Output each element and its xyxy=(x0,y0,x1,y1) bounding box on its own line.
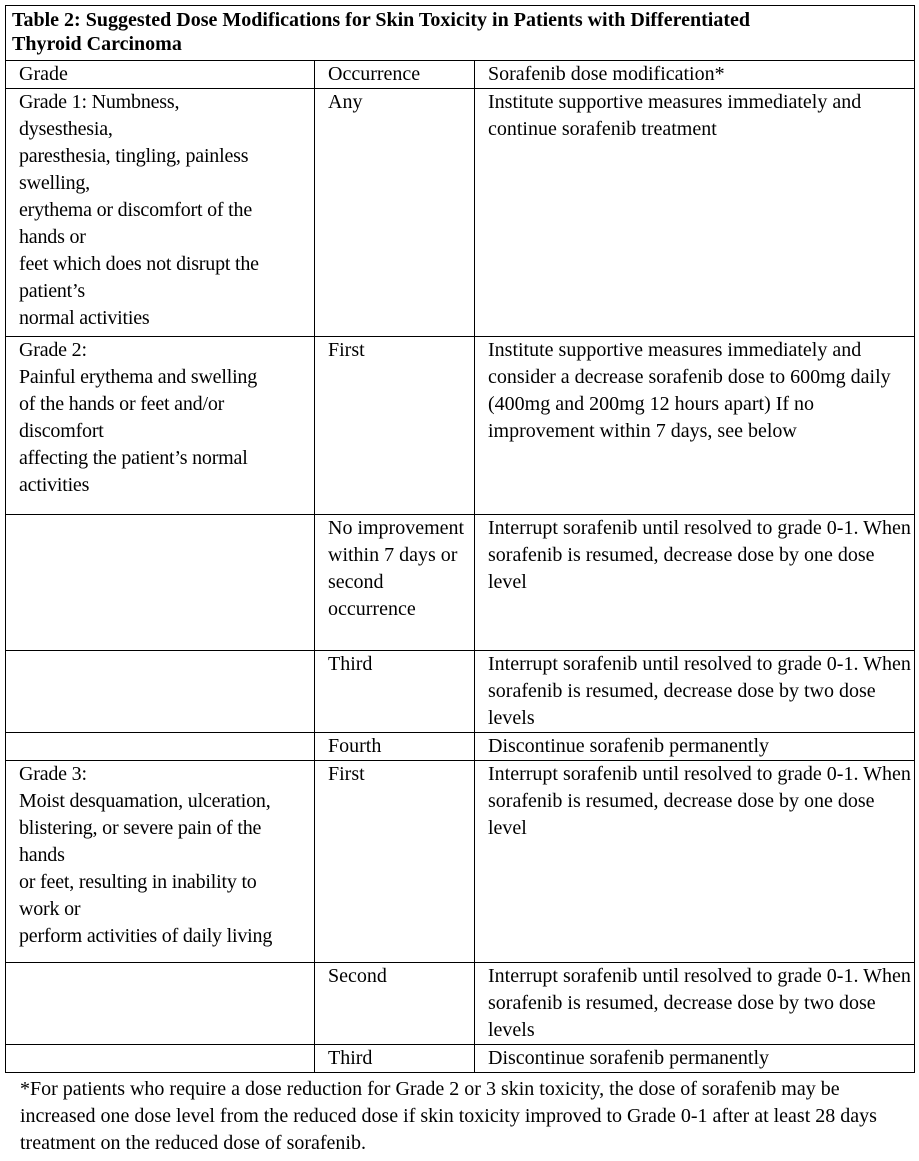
modification-cell: Institute supportive measures immediately and continue sorafenib treatment xyxy=(475,89,915,337)
grade-line: swelling, xyxy=(19,172,90,194)
occurrence-cell: Third xyxy=(315,1045,475,1073)
table-row xyxy=(6,515,915,651)
occurrence-cell: Third xyxy=(315,651,475,733)
modification-cell: Interrupt sorafenib until resolved to grade 0-1. When sorafenib is resumed, decrease dose by two dose levels xyxy=(475,651,915,733)
table-row xyxy=(6,651,915,733)
modification-cell: Discontinue sorafenib permanently xyxy=(475,733,915,761)
caption-line-1: Table 2: Suggested Dose Modifications for Skin Toxicity in Patients with Differentiated xyxy=(12,9,750,31)
modification-cell: Interrupt sorafenib until resolved to grade 0-1. When sorafenib is resumed, decrease dose by one dose level xyxy=(475,761,915,963)
grade-cell-empty xyxy=(6,963,315,1045)
grade-line: paresthesia, tingling, painless xyxy=(19,145,249,167)
grade-line: patient’s xyxy=(19,280,85,302)
grade-line: Painful erythema and swelling xyxy=(19,366,258,388)
grade-1-description xyxy=(6,89,315,337)
grade-line: discomfort xyxy=(19,420,104,442)
occurrence-cell: No improvement within 7 days or second occurrence xyxy=(315,515,475,651)
grade-line: normal activities xyxy=(19,307,150,329)
modification-cell: Interrupt sorafenib until resolved to grade 0-1. When sorafenib is resumed, decrease dose by two dose levels xyxy=(475,963,915,1045)
grade-line: dysesthesia, xyxy=(19,118,113,140)
grade-line: of the hands or feet and/or xyxy=(19,393,225,415)
header-occurrence: Occurrence xyxy=(315,61,475,89)
caption-line-2: Thyroid Carcinoma xyxy=(12,33,182,55)
table-row xyxy=(6,963,915,1045)
grade-cell-empty xyxy=(6,651,315,733)
table-footnote: *For patients who require a dose reduction for Grade 2 or 3 skin toxicity, the dose of sorafenib may be increased one dose level from the reduced dose if skin toxicity improved to Grade 0-1 after at least 28 days treatment on the reduced dose of sorafenib. xyxy=(20,1078,877,1154)
grade-cell-empty xyxy=(6,515,315,651)
table-caption xyxy=(6,6,915,61)
table-row xyxy=(6,761,915,963)
grade-line: hands xyxy=(19,844,65,866)
table-row xyxy=(6,337,915,515)
header-row xyxy=(6,61,915,89)
modification-cell: Institute supportive measures immediately and consider a decrease sorafenib dose to 600mg daily (400mg and 200mg 12 hours apart) If no improvement within 7 days, see below xyxy=(475,337,915,515)
grade-line: hands or xyxy=(19,226,86,248)
grade-line: or feet, resulting in inability to xyxy=(19,871,257,893)
grade-2-description xyxy=(6,337,315,515)
grade-line: Grade 2: xyxy=(19,339,87,361)
header-modification: Sorafenib dose modification* xyxy=(475,61,915,89)
table-row xyxy=(6,733,915,761)
caption-row xyxy=(6,6,915,61)
grade-line: work or xyxy=(19,898,81,920)
occurrence-cell: First xyxy=(315,761,475,963)
grade-line: affecting the patient’s normal xyxy=(19,447,248,469)
grade-3-description xyxy=(6,761,315,963)
grade-cell-empty xyxy=(6,1045,315,1073)
grade-line: activities xyxy=(19,474,90,496)
occurrence-cell: Second xyxy=(315,963,475,1045)
table-row xyxy=(6,89,915,337)
header-grade: Grade xyxy=(6,61,315,89)
modification-cell: Discontinue sorafenib permanently xyxy=(475,1045,915,1073)
grade-line: feet which does not disrupt the xyxy=(19,253,259,275)
grade-cell-empty xyxy=(6,733,315,761)
table-row xyxy=(6,1045,915,1073)
grade-line: Grade 1: Numbness, xyxy=(19,91,180,113)
grade-line: Grade 3: xyxy=(19,763,87,785)
modification-cell: Interrupt sorafenib until resolved to grade 0-1. When sorafenib is resumed, decrease dose by one dose level xyxy=(475,515,915,651)
occurrence-cell: Fourth xyxy=(315,733,475,761)
grade-line: Moist desquamation, ulceration, xyxy=(19,790,271,812)
occurrence-cell: First xyxy=(315,337,475,515)
dose-modification-table xyxy=(5,5,915,1073)
grade-line: erythema or discomfort of the xyxy=(19,199,253,221)
grade-line: perform activities of daily living xyxy=(19,925,273,947)
occurrence-cell: Any xyxy=(315,89,475,337)
grade-line: blistering, or severe pain of the xyxy=(19,817,262,839)
